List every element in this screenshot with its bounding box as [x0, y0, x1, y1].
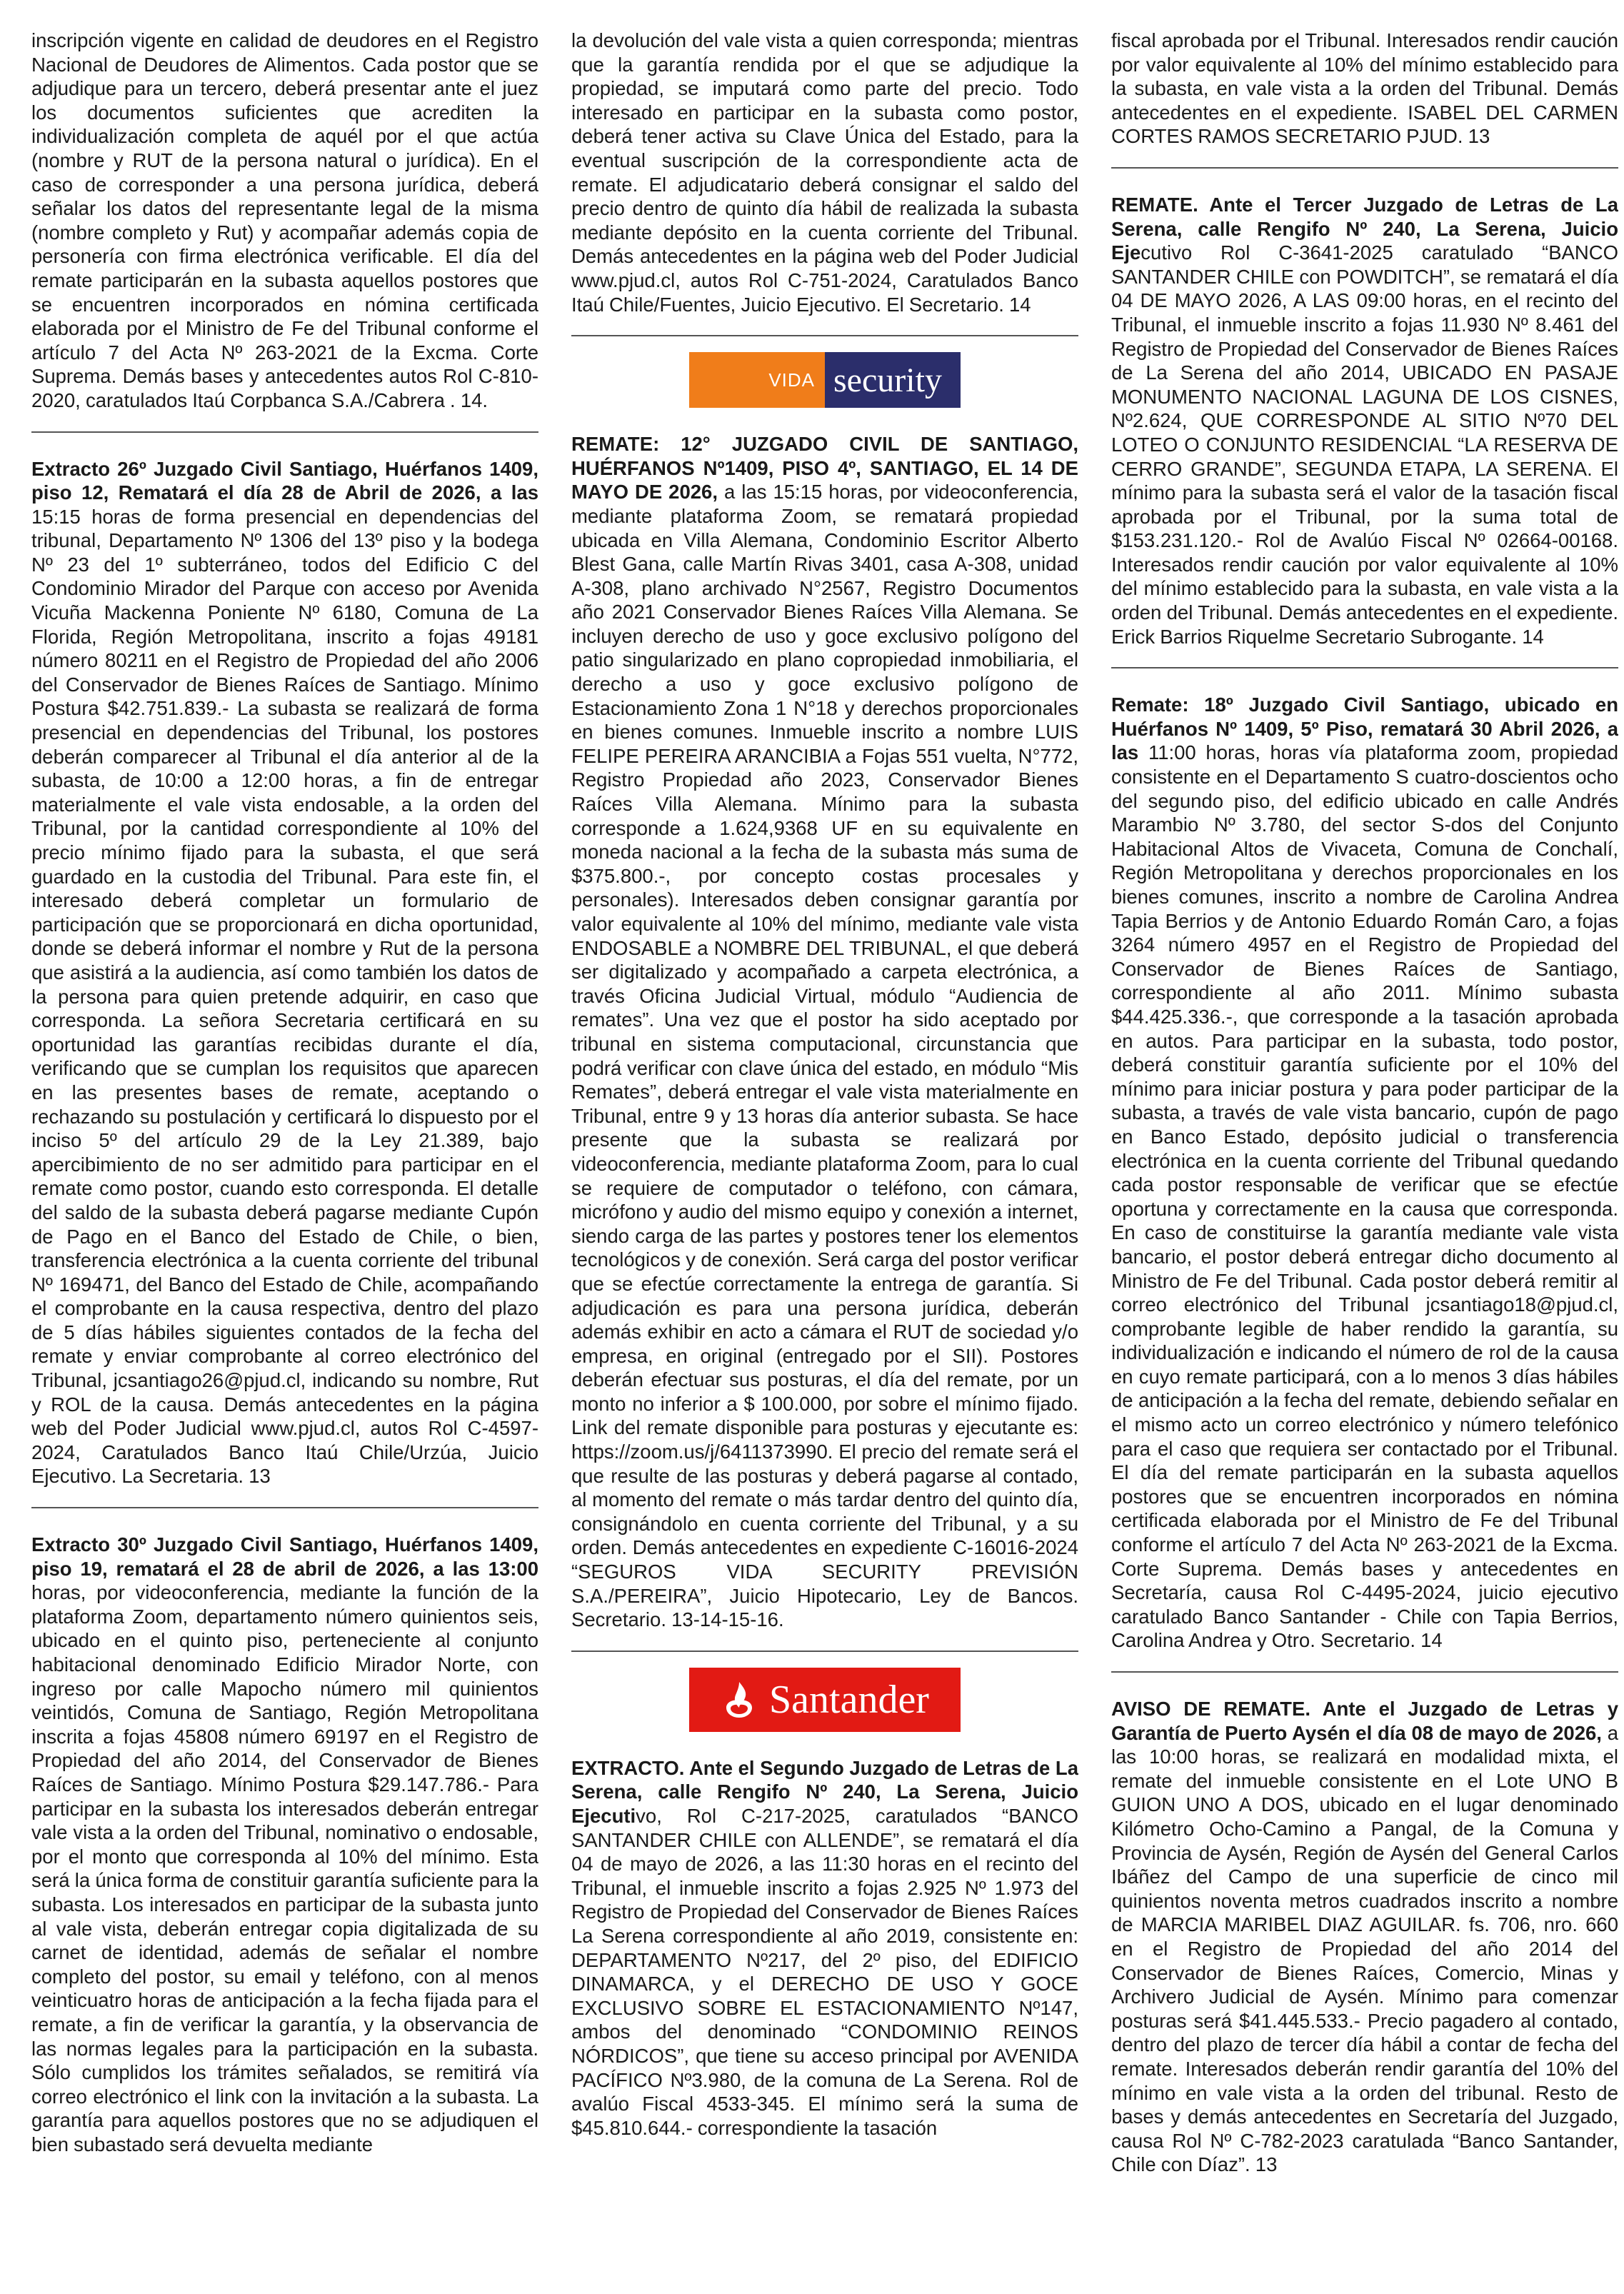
notice-body: a las 15:15 horas, por videoconferencia, mediante plataforma Zoom, se rematará propiedad ubicada en Villa Alemana, Condominio Escritor Alberto Blest Gana, calle Martín Rivas 3401, casa A-308, unidad A-308, plano archivado N°2567, Registro Documentos año 2021 Conservador Bienes Raíces Villa Alemana. Se incluyen derecho de uso y goce exclusivo polígono del patio singularizado en plano copropiedad inmobiliaria, el derecho a uso y goce exclusivo polígono de Estacionamiento Zona 1 N°18 y derechos proporcionales en bienes comunes. Inmueble inscrito a nombre LUIS FELIPE PEREIRA ARANCIBIA a Fojas 551 vuelta, N°772, Registro Propiedad año 2023, Conservador Bienes Raíces Villa Alemana. Mínimo para la subasta corresponde a 1.624,9368 UF en su equivalente en moneda nacional a la fecha de la subasta más suma de $375.800.-, por concepto costas procesales y personales). Interesados deben consignar garantía por valor equivalente al 10% del mínimo, mediante vale vista ENDOSABLE a NOMBRE DEL TRIBUNAL, el que deberá ser digitalizado y acompañado a carpeta electrónica, a través Oficina Judicial Virtual, módulo “Audiencia de remates”. Una vez que el postor ha sido aceptado por tribunal en sistema computacional, circunstancia que podrá verificar con clave única del estado, en módulo “Mis Remates”, deberá entregar el vale vista materialmente en Tribunal, entre 9 y 13 horas día anterior subasta. Se hace presente que la subasta se realizará por videoconferencia, mediante plataforma Zoom, para lo cual se requiere de computador o teléfono, con cámara, micrófono y audio del mismo equipo y conexión a internet, siendo carga de las partes y postores tener los elementos tecnológicos y de conexión. Será carga del postor verificar que se efectúe correctamente la entrega de garantía. Si adjudicación es para una persona jurídica, deberán además exhibir en acto a cámara el RUT de sociedad y/o empresa, en original (entregado por el SII). Postores deberán efectuar sus posturas, el día del remate, por un monto no inferior a $ 100.000, por sobre el mínimo fijado. Link del remate disponible para posturas y ejecutante es: https://zoom.us/j/6411373990. El precio del remate será el que resulte de las posturas y deberá pagarse al contado, al momento del remate o más tardar dentro del quinto día, consignándolo en cuenta corriente del Tribunal, y a su orden. Demás antecedentes en expediente C-16016-2024 “SEGUROS VIDA SECURITY PREVISIÓN S.A./PEREIRA”, Juicio Hipotecario, Ley de Bancos. Secretario. 13-14-15-16. [571, 481, 1078, 1631]
notice-heading: EXTRACTO. Ante el Segundo Juzgado de Letras de La Serena, calle Rengifo Nº 240, La Serena, Juicio Ejecuti [571, 1756, 1078, 1827]
logo-santander-text: Santander [769, 1677, 929, 1722]
divider [1111, 1671, 1618, 1673]
notice-26-juzgado [31, 457, 538, 1489]
santander-flame-icon [721, 1679, 758, 1720]
column-3 [1111, 29, 1618, 2294]
notice-puerto-aysen [1111, 1697, 1618, 2177]
column-1 [31, 29, 538, 2294]
divider [31, 431, 538, 433]
notice-12-juzgado [571, 432, 1078, 1632]
notice-body: 11:00 horas, horas vía plataforma zoom, propiedad consistente en el Departamento S cuatro-doscientos ocho del segundo piso, del edificio ubicado en calle Andrés Marambio Nº 3.780, del sector S-dos del Conjunto Habitacional Altos de Vivaceta, Comuna de Conchalí, Región Metropolitana y derechos proporcionales en los bienes comunes, inscrito a nombre de Carolina Andrea Tapia Berrios y de Antonio Eduardo Román Caro, a fojas 3264 número 4957 en el Registro de Propiedad del Conservador de Bienes Raíces de Santiago, correspondiente al año 2011. Mínimo subasta $44.425.336.-, que corresponde a la tasación aprobada en autos. Para participar en la subasta, todo postor, deberá constituir garantía suficiente por el 10% del mínimo para iniciar postura y para poder participar de la subasta, a través de vale vista bancario, cupón de pago en Banco Estado, depósito judicial o transferencia electrónica en la cuenta corriente del Tribunal quedando cada postor responsable de verificar que se efectúe oportuna y correctamente en la causa que corresponda. En caso de constituirse la garantía mediante vale vista bancario, el postor deberá entregar dicho documento al Ministro de Fe del Tribunal. Cada postor deberá remitir al correo electrónico del Tribunal jcsantiago18@pjud.cl, comprobante legible de haber rendido la garantía, su individualización e indicando el número de rol de la causa en cuyo remate participará, con a lo menos 3 días hábiles de anticipación a la fecha del remate, debiendo señalar en el mismo acto un correo electrónico y número telefónico para el caso que requiera ser contactado por el Tribunal. El día del remate participarán en la subasta aquellos postores que se encuentren incorporados en nómina certificada elaborada por el Ministro de Fe del Tribunal conforme el artículo 7 del Acta Nº 263-2021 de la Excma. Corte Suprema. Demás bases y antecedentes en Secretaría, causa Rol C-4495-2024, juicio ejecutivo caratulado Banco Santander - Chile con Tapia Berrios, Carolina Andrea y Otro. Secretario. 14 [1111, 741, 1618, 1652]
notice-heading: REMATE. Ante el Tercer Juzgado de Letras de La Serena, calle Rengifo Nº 240, La Serena, Juicio Eje [1111, 193, 1618, 264]
notice-18-juzgado [1111, 693, 1618, 1653]
notice-continuation [31, 29, 538, 413]
notice-heading: Remate: 18º Juzgado Civil Santiago, ubicado en Huérfanos Nº 1409, 5º Piso, rematará 30 Abril 2026, a las [1111, 693, 1618, 764]
notice-body: inscripción vigente en calidad de deudores en el Registro Nacional de Deudores de Alimentos. Cada postor que se adjudique para un tercero, deberá presentar ante el juez los documentos suficientes que acrediten la individualización completa de aquél por el que actúa (nombre y RUT de la persona natural o jurídica). En el caso de corresponder a una persona jurídica, deberá señalar los datos del representante legal de la misma (nombre completo y Rut) y acompañar además copia de personería con firma electrónica verificable. El día del remate participarán en la subasta aquellos postores que se encuentren incorporados en nómina certificada elaborada por el Ministro de Fe del Tribunal conforme el artículo 7 del Acta Nº 263-2021 de la Excma. Corte Suprema. Demás bases y antecedentes autos Rol C-810-2020, caratulados Itaú Corpbanca S.A./Cabrera . 14. [31, 29, 538, 411]
notice-body: la devolución del vale vista a quien corresponda; mientras que la garantía rendida por el que se adjudique la propiedad, se imputará como parte del precio. Todo interesado en participar en la subasta como postor, deberá tener activa su Clave Única del Estado, para la eventual suscripción de la correspondiente acta de remate. El adjudicatario deberá consignar el saldo del precio dentro de quinto día hábil de realizada la subasta mediante depósito en la cuenta corriente del Tribunal. Demás antecedentes en la página web del Poder Judicial www.pjud.cl, autos Rol C-751-2024, Caratulados Banco Itaú Chile/Fuentes, Juicio Ejecutivo. El Secretario. 14 [571, 29, 1078, 316]
notice-body: vo, Rol C-217-2025, caratulados “BANCO SANTANDER CHILE con ALLENDE”, se rematará el día 04 de mayo de 2026, a las 11:30 horas en el recinto del Tribunal, el inmueble inscrito a fojas 2.925 Nº 1.973 del Registro de Propiedad del Conservador de Bienes Raíces La Serena correspondiente al año 2019, consistente en: DEPARTAMENTO Nº217, del 2º piso, del EDIFICIO DINAMARCA, y el DERECHO DE USO Y GOCE EXCLUSIVO SOBRE EL ESTACIONAMIENTO Nº147, ambos del denominado “CONDOMINIO REINOS NÓRDICOS”, que tiene su acceso principal por AVENIDA PACÍFICO Nº3.980, de la comuna de La Serena. Rol de avalúo Fiscal 4533-345. El mínimo será la suma de $45.810.644.- correspondiente la tasación [571, 1805, 1078, 2139]
divider [1111, 667, 1618, 668]
divider [1111, 167, 1618, 169]
notice-body: fiscal aprobada por el Tribunal. Interesados rendir caución por valor equivalente al 10% del mínimo establecido para la subasta, en vale vista a la orden del Tribunal. Demás antecedentes en el expediente. ISABEL DEL CARMEN CORTES RAMOS SECRETARIO PJUD. 13 [1111, 29, 1618, 148]
notice-continuation [571, 29, 1078, 316]
divider [571, 335, 1078, 336]
notice-body: 15:15 horas de forma presencial en dependencias del tribunal, Departamento Nº 1306 del 13º piso y la bodega Nº 23 del 1º subterráneo, todos del Edificio C del Condominio Mirador del Parque con acceso por Avenida Vicuña Mackenna Poniente Nº 6180, Comuna de La Florida, Región Metropolitana, inscrito a fojas 49181 número 80211 en el Registro de Propiedad del año 2006 del Conservador de Bienes Raíces de Santiago. Mínimo Postura $42.751.839.- La subasta se realizará de forma presencial en dependencias del Tribunal, los postores deberán comparecer al Tribunal el día anterior al de la subasta, de 10:00 a 12:00 horas, a fin de entregar materialmente el vale vista endosable, a la orden del Tribunal, por la cantidad correspondiente al 10% del precio mínimo fijado para la subasta, el que será guardado en la custodia del Tribunal. Para este fin, el interesado deberá completar un formulario de participación que se proporcionará en dicha oportunidad, donde se deberá informar el nombre y Rut de la persona que asistirá a la audiencia, así como también los datos de la persona para quien pretende adquirir, en caso que corresponda. La señora Secretaria certificará en su oportunidad las garantías recibidas durante el día, verificando que se cumplan los requisitos que aparecen en las presentes bases de remate, aceptando o rechazando su postulación y certificará lo dispuesto por el inciso 5º del artículo 29 de la Ley 21.389, bajo apercibimiento de no ser admitido para participar en el remate como postor, cuando esto corresponda. El detalle del saldo de la subasta deberá pagarse mediante Cupón de Pago en el Banco del Estado de Chile, o bien, transferencia electrónica a la cuenta corriente del tribunal Nº 169471, del Banco del Estado de Chile, acompañando el comprobante en la causa respectiva, dentro del plazo de 5 días hábiles siguientes contados de la fecha del remate y enviar comprobante al correo electrónico del Tribunal, jcsantiago26@pjud.cl, indicando su nombre, Rut y ROL de la causa. Demás antecedentes en la página web del Poder Judicial www.pjud.cl, autos Rol C-4597-2024, Caratulados Banco Itaú Chile/Urzúa, Juicio Ejecutivo. La Secretaria. 13 [31, 505, 538, 1488]
logo-security-text: security [825, 352, 961, 408]
notice-body: horas, por videoconferencia, mediante la función de la plataforma Zoom, departamento número quinientos seis, ubicado en el quinto piso, perteneciente al conjunto habitacional denominado Edificio Mirador Norte, con ingreso por calle Mapocho número mil quinientos veintidós, Comuna de Santiago, Región Metropolitana inscrita a fojas 45808 número 69197 en el Registro de Propiedad del año 2014, del Conservador de Bienes Raíces de Santiago. Mínimo Postura $29.147.786.- Para participar en la subasta los interesados deberán entregar vale vista a la orden del Tribunal, nominativo o endosable, por el monto que corresponda al 10% del mínimo. Esta será la única forma de constituir garantía suficiente para la subasta. Los interesados en participar de la subasta junto al vale vista, deberán entregar copia digitalizada de su carnet de identidad, además de señalar el nombre completo del postor, su email y teléfono, con al menos veinticuatro horas de anticipación a la fecha fijada para el remate, a fin de verificar la garantía, y la observancia de las normas legales para la participación en la subasta. Sólo cumplidos los trámites señalados, se remitirá vía correo electrónico el link con la invitación a la subasta. La garantía para aquellos postores que no se adjudiquen el bien subastado será devuelta mediante [31, 1581, 538, 2155]
logo-vida-text: VIDA [689, 352, 825, 408]
vida-security-logo [571, 352, 1078, 408]
santander-logo [571, 1668, 1078, 1732]
column-2 [571, 29, 1078, 2294]
notice-continuation [1111, 29, 1618, 149]
notice-30-juzgado [31, 1533, 538, 2156]
notice-heading: AVISO DE REMATE. Ante el Juzgado de Letras y Garantía de Puerto Aysén el día 08 de mayo de 2026, [1111, 1698, 1618, 1744]
notice-tercer-juzgado-la-serena [1111, 193, 1618, 648]
notice-heading: Extracto 26º Juzgado Civil Santiago, Huérfanos 1409, piso 12, Rematará el día 28 de Abril de 2026, a las [31, 457, 538, 504]
divider [571, 1651, 1078, 1652]
notice-heading: REMATE: 12° JUZGADO CIVIL DE SANTIAGO, HUÉRFANOS Nº1409, PISO 4º, SANTIAGO, EL 14 DE MAYO DE 2026, [571, 433, 1078, 504]
divider [31, 1507, 538, 1508]
notice-body: a las 10:00 horas, se realizará en modalidad mixta, el remate del inmueble consistente en el Lote UNO B GUION UNO A DOS, ubicado en el lugar denominado Kilómetro Ocho-Camino a Pangal, de la Comuna y Provincia de Aysén, Región de Aysén del General Carlos Ibáñez del Campo de una superficie de cinco mil quinientos noventa metros cuadrados inscrito a nombre de MARCIA MARIBEL DIAZ AGUILAR. fs. 706, nro. 660 en el Registro de Propiedad del año 2014 del Conservador de Bienes Raíces, Comercio, Minas y Archivero Judicial de Aysén. Mínimo para comenzar posturas será $41.445.533.- Precio pagadero al contado, dentro del plazo de tercer día hábil a contar de fecha del remate. Interesados deberán rendir garantía del 10% del mínimo en vale vista a la orden del tribunal. Resto de bases y demás antecedentes en Secretaría del Juzgado, causa Rol Nº C-782-2023 caratulada “Banco Santander, Chile con Díaz”. 13 [1111, 1721, 1618, 2176]
notice-heading: Extracto 30º Juzgado Civil Santiago, Huérfanos 1409, piso 19, rematará el 28 de abril de 2026, a las 13:00 [31, 1533, 538, 1580]
notice-body: cutivo Rol C-3641-2025 caratulado “BANCO SANTANDER CHILE con POWDITCH”, se rematará el día 04 DE MAYO 2026, A LAS 09:00 horas, en el recinto del Tribunal, el inmueble inscrito a fojas 11.930 Nº 8.461 del Registro de Propiedad del Conservador de Bienes Raíces de La Serena del año 2014, UBICADO EN PASAJE MONUMENTO NACIONAL LAGUNA DE LOS CISNES, Nº2.624, QUE CORRESPONDE AL SITIO Nº70 DEL LOTEO O CONJUNTO RESIDENCIAL “LA RESERVA DE CERRO GRANDE”, SEGUNDA ETAPA, LA SERENA. El mínimo para la subasta será el valor de la tasación fiscal aprobada por el Tribunal, por la suma total de $153.231.120.- Rol de Avalúo Fiscal Nº 02664-00168. Interesados rendir caución por valor equivalente al 10% del mínimo establecido para la subasta, en vale vista a la orden del Tribunal. Demás antecedentes en el expediente. Erick Barrios Riquelme Secretario Subrogante. 14 [1111, 241, 1618, 648]
notice-segundo-juzgado-la-serena [571, 1756, 1078, 2140]
